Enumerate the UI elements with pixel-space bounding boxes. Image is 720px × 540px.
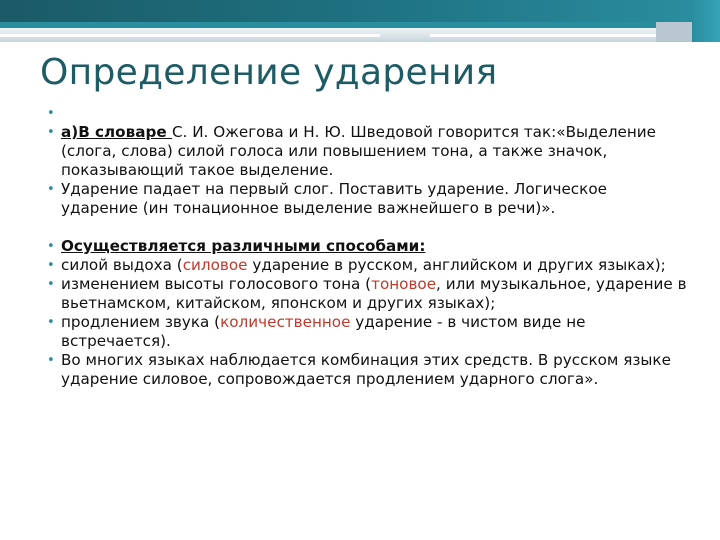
- item-text: ударение - в чистом виде не встречается).: [61, 313, 586, 350]
- item-text: ударение в русском, английском и других языках);: [247, 256, 666, 274]
- header-banner: [0, 0, 720, 52]
- list-item: [47, 123, 687, 180]
- bullet-icon: •: [47, 353, 55, 368]
- list-item: [47, 237, 687, 256]
- bullet-icon: •: [47, 277, 55, 292]
- bullet-icon: •: [47, 258, 55, 273]
- item-text: , или музыкальное, ударение в вьетнамском, китайском, японском и других языках);: [61, 275, 687, 312]
- banner-highlight: [430, 34, 660, 37]
- methods-heading: Осуществляется различными способами:: [61, 237, 426, 255]
- bullet-icon: •: [47, 106, 55, 121]
- list-item: [47, 351, 687, 389]
- slide-title: Определение ударения: [40, 52, 498, 93]
- highlighted-term: количественное: [220, 313, 351, 331]
- item-text: продлением звука (: [61, 313, 221, 331]
- banner-highlight: [0, 34, 380, 37]
- bullet-icon: •: [47, 315, 55, 330]
- banner-corner-cap: [692, 0, 720, 42]
- list-item: [47, 104, 687, 123]
- item-text: Во многих языках наблюдается комбинация этих средств. В русском языке ударение силовое, сопровождается продлением ударного слога».: [61, 351, 671, 388]
- list-item: [47, 256, 687, 275]
- highlighted-term: тоновое: [371, 275, 437, 293]
- list-item: [47, 313, 687, 351]
- bullet-icon: •: [47, 239, 55, 254]
- list-item: [47, 180, 687, 218]
- highlighted-term: силовое: [182, 256, 248, 274]
- bullet-icon: •: [47, 125, 55, 140]
- banner-corner-block: [656, 22, 692, 42]
- bullet-icon: •: [47, 182, 55, 197]
- item-text: силой выдоха (: [61, 256, 183, 274]
- banner-dark-band: [0, 0, 720, 22]
- item-text: Ударение падает на первый слог. Поставить ударение. Логическое ударение (ин тонационное выделение важнейшего в речи)».: [61, 180, 607, 217]
- slide-body: [47, 104, 687, 389]
- item-text: изменением высоты голосового тона (: [61, 275, 372, 293]
- dictionary-reference: а)В словаре: [61, 123, 172, 141]
- spacer: [47, 218, 687, 237]
- list-item: [47, 275, 687, 313]
- item-text: С. И. Ожегова и Н. Ю. Шведовой говорится так:«Выделение (слога, слова) силой голоса или повышением тона, а также значок, показывающий такое выделение.: [61, 123, 657, 179]
